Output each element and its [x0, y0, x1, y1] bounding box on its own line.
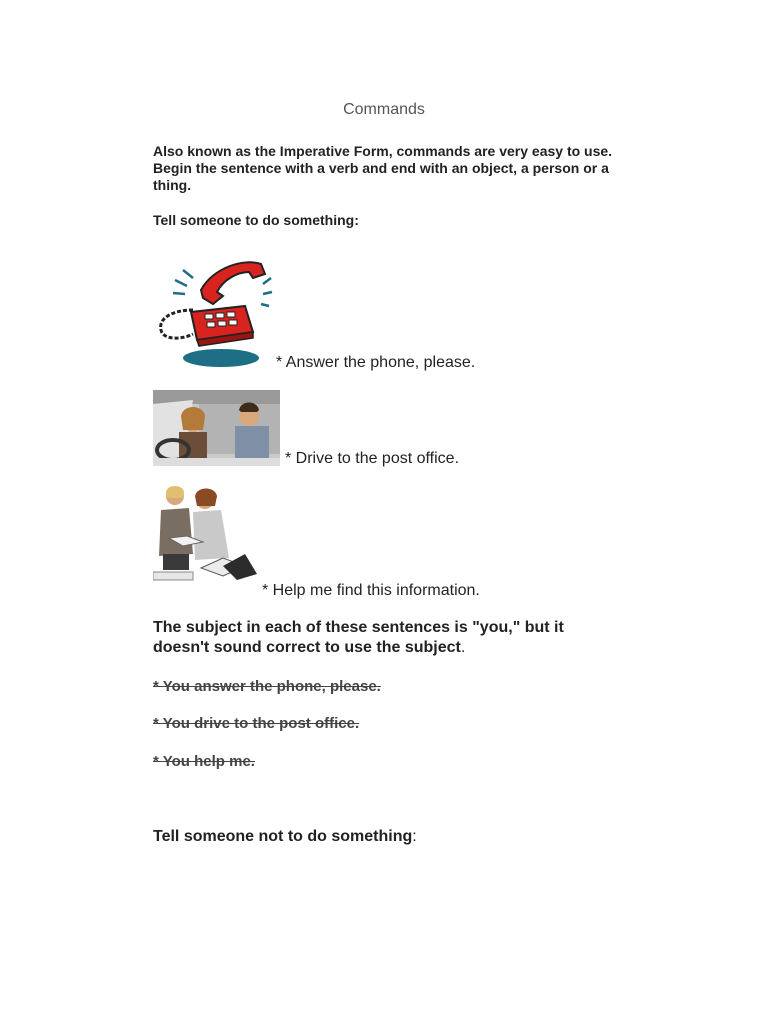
lead-sentence: Tell someone to do something: — [153, 212, 359, 228]
negative-heading-bold: Tell someone not to do something — [153, 828, 413, 845]
caption-help-find-information: * Help me find this information. — [262, 582, 480, 599]
car-driving-photo — [153, 390, 280, 466]
explanation-paragraph — [153, 618, 623, 658]
intro-paragraph: Also known as the Imperative Form, commands are very easy to use. Begin the sentence with a verb and end with an object, a person or a thing. — [153, 143, 613, 193]
explanation-period: . — [460, 639, 466, 656]
caption-drive-post-office: * Drive to the post office. — [285, 450, 460, 467]
red-telephone-icon — [153, 248, 273, 370]
caption-answer-phone: * Answer the phone, please. — [276, 354, 476, 371]
explanation-bold-text: The subject in each of these sentences is "you," but it doesn't sound correct to use the subject — [153, 619, 564, 656]
negative-commands-heading — [153, 828, 417, 846]
negative-heading-colon: : — [412, 828, 417, 845]
struck-example-answer: * You answer the phone, please. — [153, 678, 381, 695]
page-title: Commands — [343, 101, 425, 118]
struck-example-drive: * You drive to the post office. — [153, 715, 360, 732]
struck-example-help: * You help me. — [153, 753, 255, 770]
two-women-reading-photo — [153, 484, 259, 588]
